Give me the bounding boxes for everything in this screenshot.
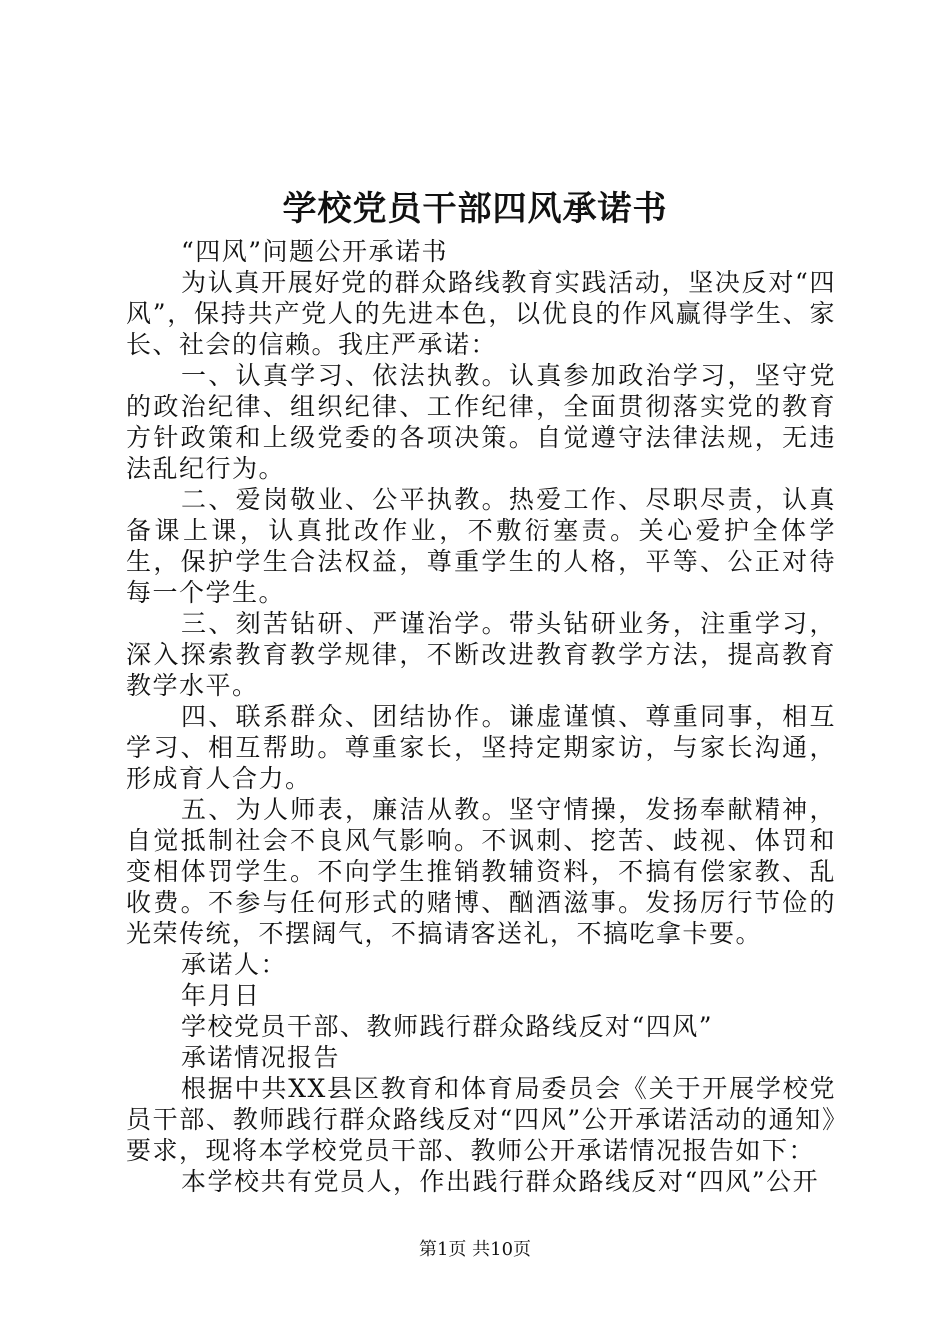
paragraph-date: 年月日 bbox=[181, 981, 261, 1010]
paragraph-report-heading-2: 承诺情况报告 bbox=[181, 1043, 341, 1072]
paragraph-signer: 承诺人： bbox=[181, 950, 288, 979]
paragraph-pledge-5: 五、为人师表，廉洁从教。坚守情操，发扬奉献精神，自觉抵制社会不良风气影响。不讽刺、挖苦、歧视、体罚和变相体罚学生。不向学生推销教辅资料，不搞有偿家教、乱收费。不参与任何形式的赌博、酗酒滋事。发扬厉行节俭的光荣传统，不摆阔气，不搞请客送礼，不搞吃拿卡要。 bbox=[126, 795, 836, 948]
paragraph-pledge-4: 四、联系群众、团结协作。谦虚谨慎、尊重同事，相互学习、相互帮助。尊重家长，坚持定期家访，与家长沟通，形成育人合力。 bbox=[126, 702, 836, 793]
document-title: 学校党员干部四风承诺书 bbox=[282, 189, 668, 229]
paragraph-intro: 为认真开展好党的群众路线教育实践活动，坚决反对“四风”，保持共产党人的先进本色，以优良的作风赢得学生、家长、社会的信赖。我庄严承诺： bbox=[126, 268, 836, 359]
paragraph-report-heading-1: 学校党员干部、教师践行群众路线反对“四风” bbox=[181, 1012, 714, 1041]
paragraph-report-basis: 根据中共XX县区教育和体育局委员会《关于开展学校党员干部、教师践行群众路线反对“四风”公开承诺活动的通知》要求，现将本学校党员干部、教师公开承诺情况报告如下： bbox=[126, 1074, 836, 1165]
document-body bbox=[126, 236, 836, 1197]
paragraph-report-summary: 本学校共有党员人，作出践行群众路线反对“四风”公开 bbox=[181, 1167, 820, 1196]
page-footer: 第1页 共10页 bbox=[418, 1239, 532, 1260]
paragraph-pledge-2: 二、爱岗敬业、公平执教。热爱工作、尽职尽责，认真备课上课，认真批改作业，不敷衍塞责。关心爱护全体学生，保护学生合法权益，尊重学生的人格，平等、公正对待每一个学生。 bbox=[126, 485, 836, 607]
paragraph-pledge-1: 一、认真学习、依法执教。认真参加政治学习，坚守党的政治纪律、组织纪律、工作纪律，全面贯彻落实党的教育方针政策和上级党委的各项决策。自觉遵守法律法规，无违法乱纪行为。 bbox=[126, 361, 836, 483]
paragraph-subtitle: “四风”问题公开承诺书 bbox=[181, 237, 449, 266]
paragraph-pledge-3: 三、刻苦钻研、严谨治学。带头钻研业务，注重学习，深入探索教育教学规律，不断改进教育教学方法，提高教育教学水平。 bbox=[126, 609, 836, 700]
